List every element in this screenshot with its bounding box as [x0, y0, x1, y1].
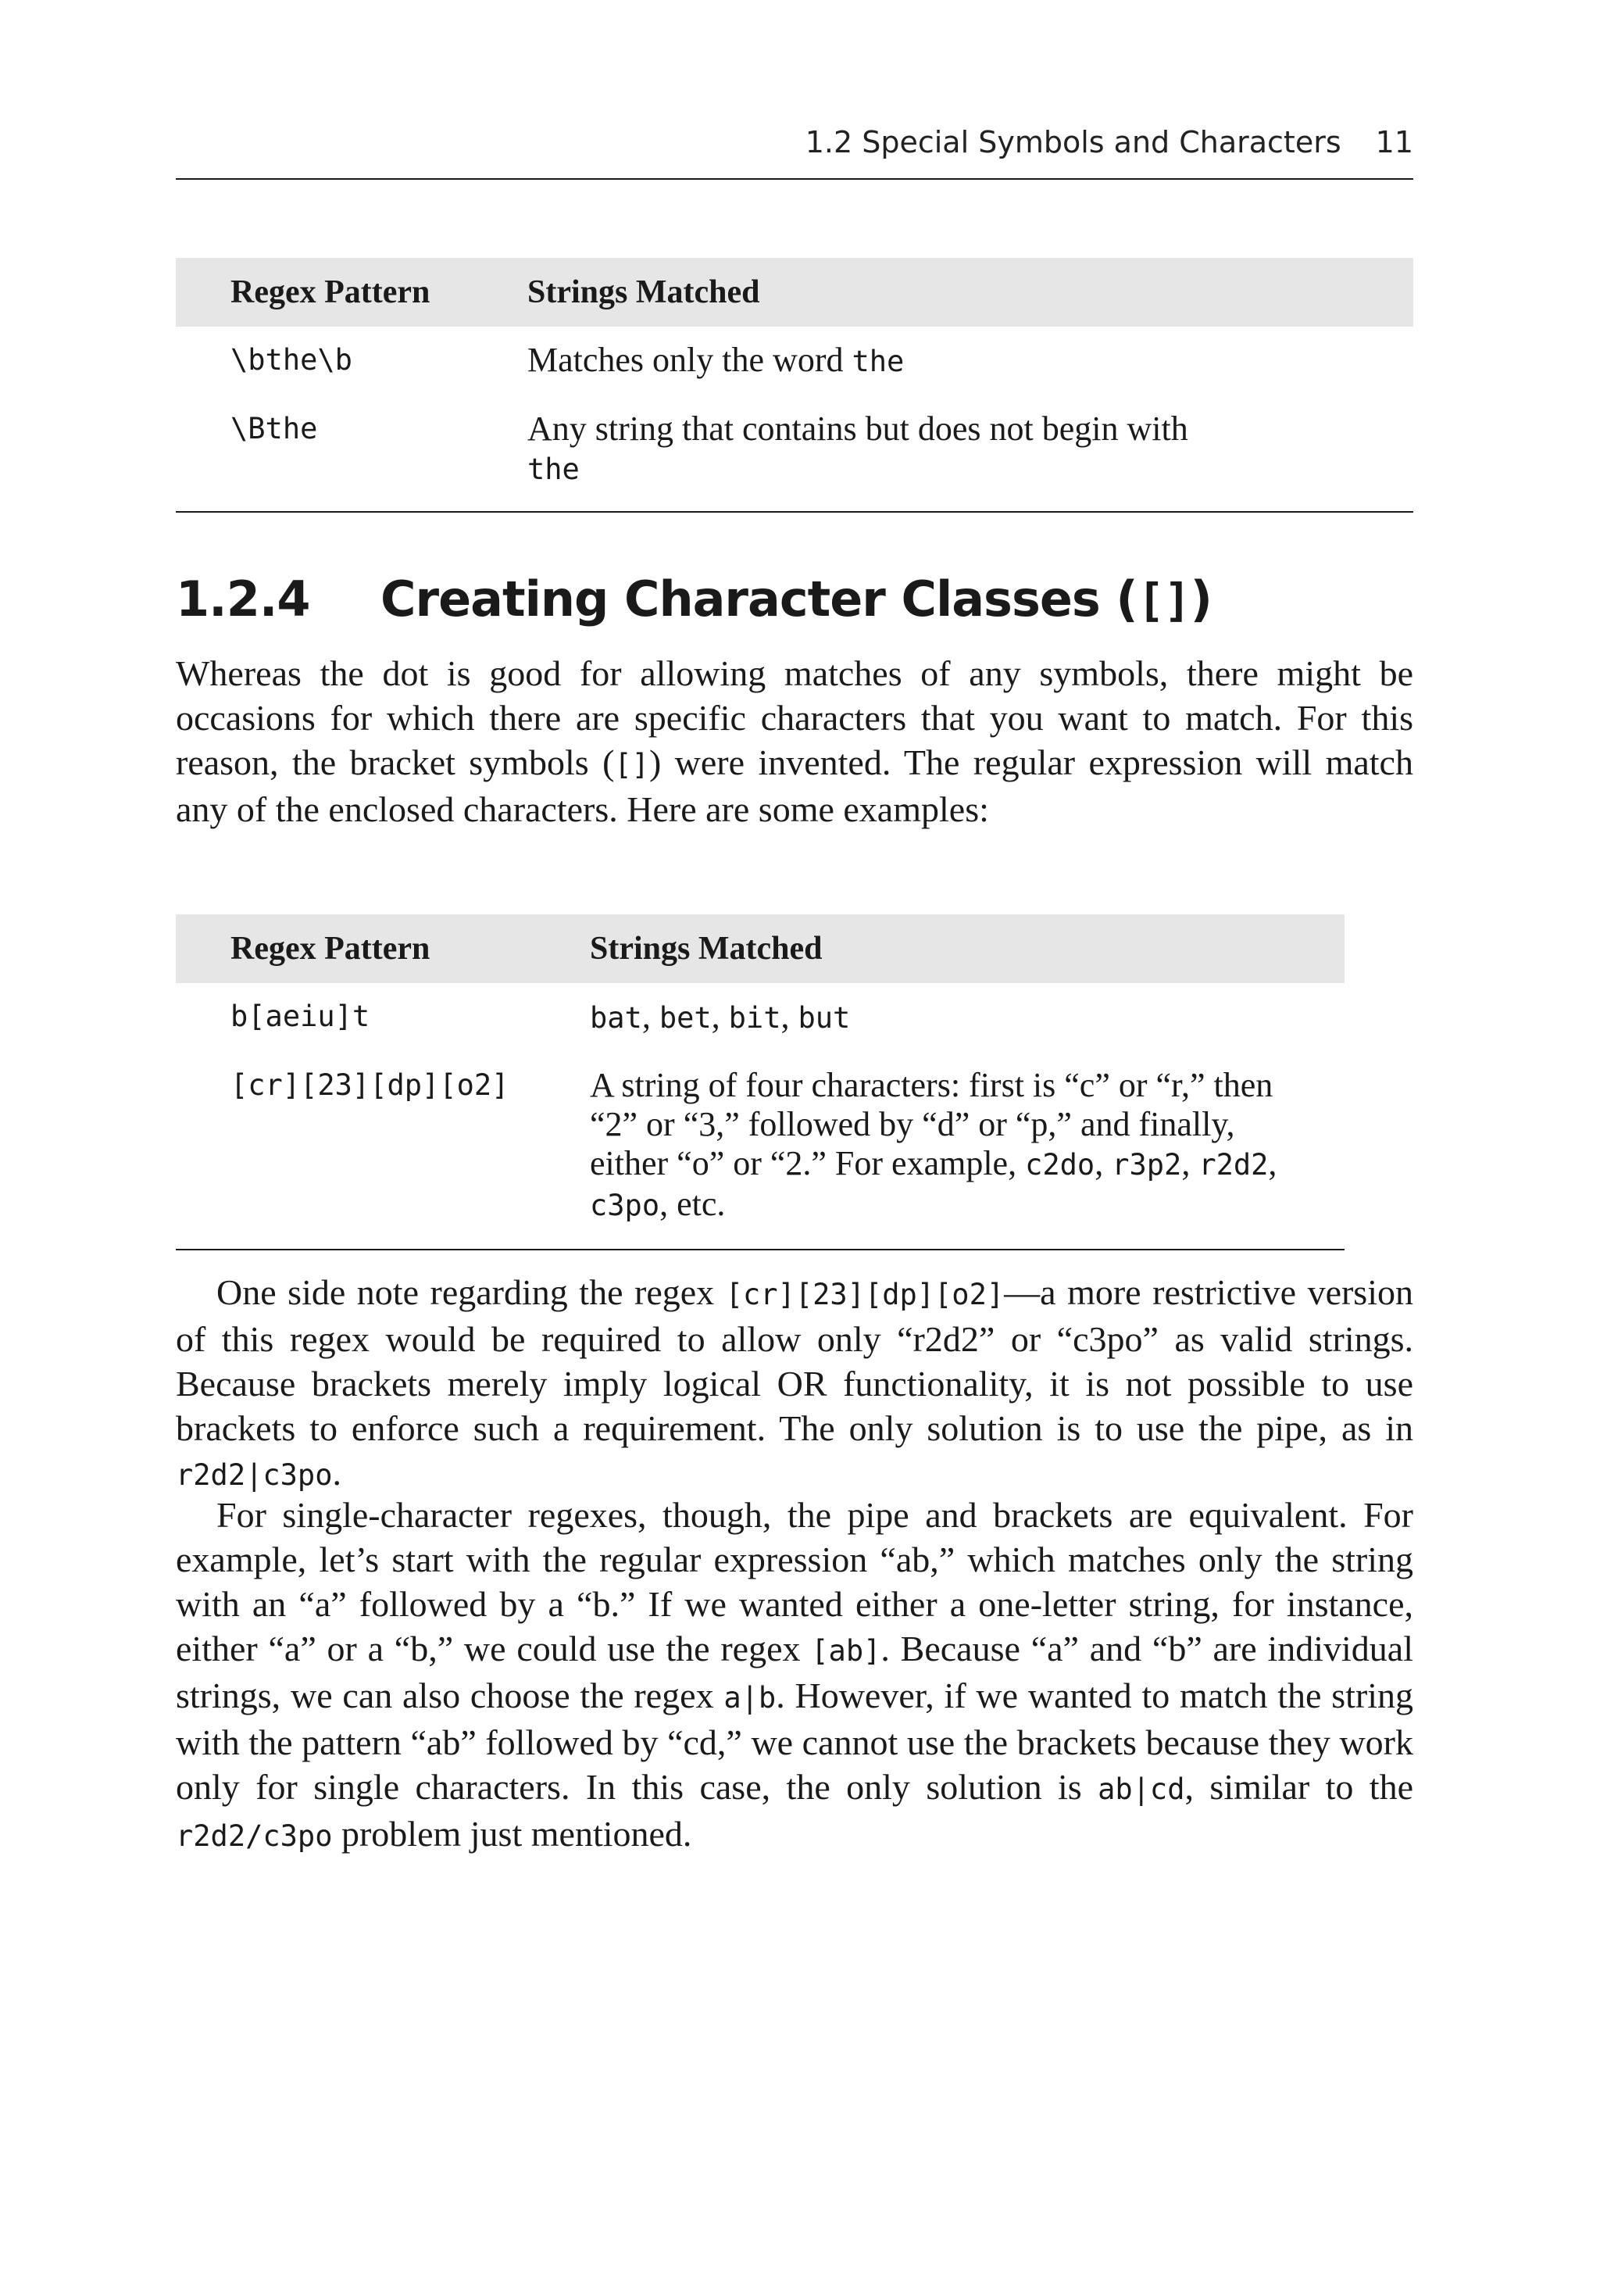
- inline-code: r2d2: [1198, 1148, 1269, 1182]
- section-title-end: ): [1190, 570, 1212, 628]
- section-heading: [176, 570, 1413, 628]
- paragraph-text: —a more restrictive version of this regex would be required to allow only “r2d2” or “c3po” as valid strings. Because brackets merely imply logical OR functionality, it is not possible to use brackets to enforce such a requirement. The only solution is to use the pipe, as in: [176, 1272, 1413, 1448]
- paragraph-text: For single-character regexes, though, the pipe and brackets are equivalent. For example, let’s start with the regular expression “ab,” which matches only the string with an “a” followed by a “b.” If we wanted either a one-letter string, for instance, either “a” or a “b,” we could use the regex: [176, 1495, 1413, 1668]
- inline-code: bet: [659, 1001, 712, 1035]
- running-head: [176, 125, 1413, 180]
- paragraph-text: ) were invented. The regular expression will match any of the enclosed characters. Here are some examples:: [176, 742, 1413, 829]
- inline-code: []: [614, 748, 649, 781]
- inline-code: r2d2|c3po: [176, 1458, 333, 1492]
- inline-code: c2do: [1025, 1148, 1095, 1182]
- inline-code: r3p2: [1112, 1148, 1182, 1182]
- regex-table-2: [176, 914, 1345, 1250]
- separator: ,: [641, 997, 659, 1035]
- page-number: 11: [1375, 125, 1413, 159]
- running-head-title: 1.2 Special Symbols and Characters: [805, 125, 1341, 159]
- description-cell: [527, 395, 1413, 512]
- paragraph-text: One side note regarding the regex: [216, 1272, 726, 1312]
- description-cell: [590, 1052, 1345, 1250]
- description-cell: [527, 327, 1413, 395]
- paragraph-text: Whereas the dot is good for allowing matches of any symbols, there might be occasions for which there are specific characters that you want to match. For this reason, the bracket symbols (: [176, 653, 1413, 782]
- pattern-cell: [cr][23][dp][o2]: [230, 1068, 509, 1102]
- inline-code: bat: [590, 1001, 642, 1035]
- table-row: [176, 983, 1345, 1052]
- inline-code: bit: [728, 1001, 781, 1035]
- table-row: [176, 327, 1413, 395]
- paragraph-text: . Because “a” and “b” are individual strings, we can also choose the regex: [176, 1629, 1413, 1715]
- separator: ,: [780, 997, 798, 1035]
- table-header-row: [176, 914, 1345, 983]
- section-title-code: []: [1137, 574, 1191, 627]
- table-header-row: [176, 258, 1413, 327]
- separator: ,: [1181, 1144, 1199, 1182]
- regex-table-1: [176, 258, 1413, 513]
- separator: ,: [1268, 1144, 1277, 1182]
- inline-code: [cr][23][dp][o2]: [725, 1278, 1005, 1311]
- column-header: Strings Matched: [590, 931, 823, 967]
- separator: ,: [1095, 1144, 1112, 1182]
- inline-code: but: [798, 1001, 851, 1035]
- pattern-cell: \bthe\b: [230, 343, 352, 377]
- inline-code: a|b: [723, 1681, 777, 1715]
- separator: ,: [711, 997, 729, 1035]
- column-header: Regex Pattern: [230, 931, 430, 967]
- section-title: Creating Character Classes (: [380, 570, 1138, 628]
- paragraph-text: .: [332, 1453, 341, 1493]
- paragraph-text: problem just mentioned.: [332, 1814, 692, 1854]
- pattern-cell: b[aeiu]t: [230, 1000, 370, 1033]
- inline-code: the: [852, 345, 905, 378]
- description-text: Matches only the word: [527, 341, 852, 379]
- paragraph: [176, 1270, 1413, 1497]
- description-cell: [590, 983, 1345, 1052]
- inline-code: ab|cd: [1098, 1772, 1185, 1806]
- description-text: A string of four characters: first is “c” or “r,” then “2” or “3,” followed by “d” or “p,” and finally, either “o” or “2.” For example,: [590, 1066, 1273, 1182]
- table-row: [176, 395, 1413, 512]
- inline-code: the: [527, 452, 580, 486]
- paragraph-text: . However, if we wanted to match the string with the pattern “ab” followed by “cd,” we cannot use the brackets because they work only for single characters. In this case, the only solution is: [176, 1676, 1413, 1807]
- paragraph-text: , similar to the: [1184, 1767, 1413, 1807]
- section-number: 1.2.4: [176, 570, 310, 628]
- description-text: , etc.: [659, 1185, 726, 1223]
- pattern-cell: \Bthe: [230, 412, 318, 445]
- column-header: Strings Matched: [527, 274, 760, 310]
- description-text: Any string that contains but does not begin with: [527, 409, 1188, 448]
- table-row: [176, 1052, 1345, 1250]
- paragraph: [176, 651, 1413, 831]
- inline-code: c3po: [590, 1189, 660, 1222]
- paragraph: [176, 1493, 1413, 1858]
- inline-code: [ab]: [811, 1634, 881, 1668]
- column-header: Regex Pattern: [230, 274, 430, 310]
- inline-code: r2d2/c3po: [176, 1819, 333, 1853]
